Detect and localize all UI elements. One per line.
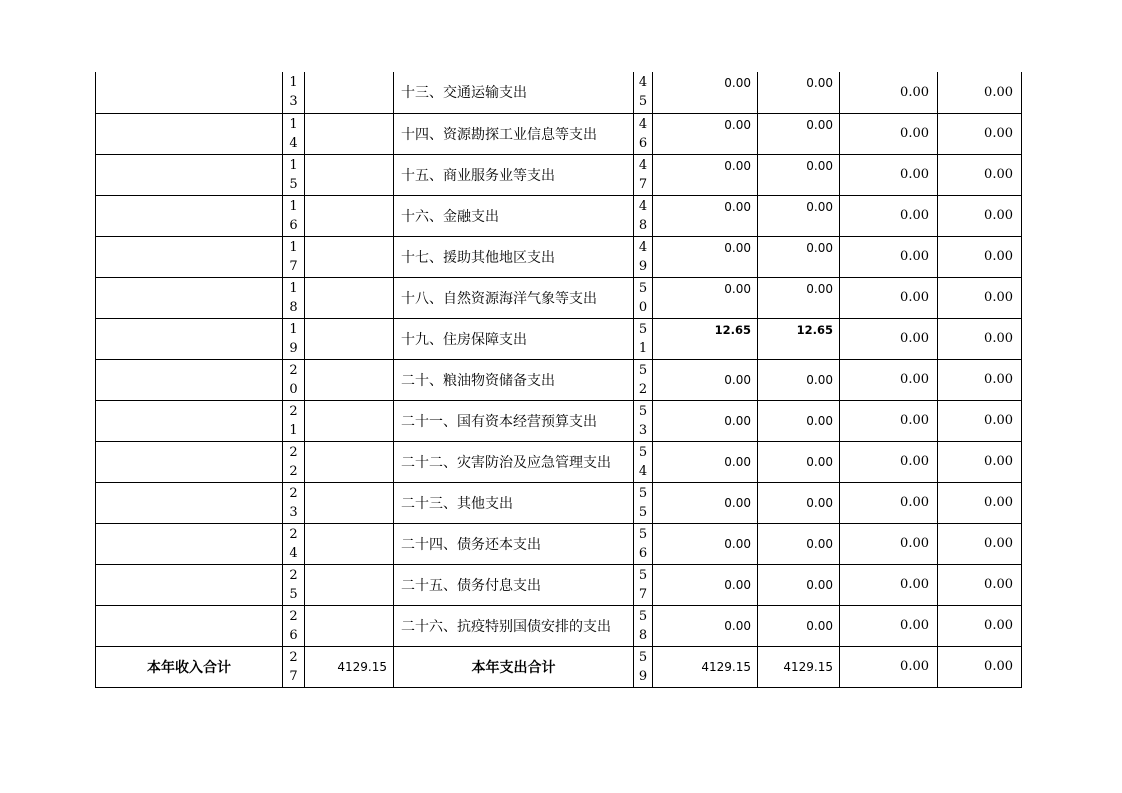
capital-budget-value: 0.00 (938, 523, 1022, 564)
income-amount-cell (305, 605, 394, 646)
line-digit: 0 (289, 381, 298, 397)
expense-line-number (634, 605, 653, 646)
income-line-number (283, 482, 305, 523)
income-amount-cell (305, 195, 394, 236)
line-digit: 5 (638, 362, 648, 378)
income-item-cell (96, 195, 283, 236)
income-line-number (283, 154, 305, 195)
income-total-value: 4129.15 (305, 646, 394, 687)
income-line-number (283, 359, 305, 400)
expense-item-label: 十九、住房保障支出 (394, 318, 634, 359)
income-amount-cell (305, 441, 394, 482)
income-item-cell (96, 482, 283, 523)
income-line-number (283, 72, 305, 113)
fund-budget-value: 0.00 (840, 113, 938, 154)
expense-item-label: 十三、交通运输支出 (394, 72, 634, 113)
line-digit: 8 (638, 627, 648, 643)
line-digit: 7 (289, 258, 298, 274)
line-digit: 2 (289, 444, 298, 460)
general-budget-value: 0.00 (758, 236, 840, 277)
capital-budget-value: 0.00 (938, 277, 1022, 318)
income-amount-cell (305, 236, 394, 277)
income-amount-cell (305, 482, 394, 523)
line-digit: 9 (638, 668, 648, 684)
line-digit: 2 (289, 649, 298, 665)
income-item-cell (96, 154, 283, 195)
line-digit: 5 (289, 176, 298, 192)
expense-item-label: 十五、商业服务业等支出 (394, 154, 634, 195)
expense-total-value: 0.00 (653, 441, 758, 482)
income-line-number (283, 113, 305, 154)
line-digit: 9 (289, 340, 298, 356)
capital-budget-value: 0.00 (938, 113, 1022, 154)
capital-budget-value: 0.00 (938, 441, 1022, 482)
table-body (96, 72, 1022, 687)
line-digit: 1 (289, 321, 298, 337)
income-line-number (283, 195, 305, 236)
income-item-cell (96, 318, 283, 359)
income-line-number (283, 523, 305, 564)
expense-line-number (634, 400, 653, 441)
line-digit: 1 (289, 157, 298, 173)
income-line-number (283, 564, 305, 605)
budget-table (95, 72, 1022, 688)
line-digit: 8 (638, 217, 648, 233)
income-line-number (283, 441, 305, 482)
expense-total-value: 0.00 (653, 154, 758, 195)
line-digit: 4 (638, 116, 648, 132)
table-row (96, 236, 1022, 277)
line-digit: 3 (289, 94, 298, 110)
line-digit: 4 (289, 135, 298, 151)
fund-budget-value: 0.00 (840, 318, 938, 359)
income-line-number (283, 236, 305, 277)
line-digit: 5 (638, 504, 648, 520)
income-item-cell (96, 400, 283, 441)
general-budget-value: 0.00 (758, 154, 840, 195)
table-row (96, 605, 1022, 646)
expense-line-number (634, 523, 653, 564)
expense-item-label: 十七、援助其他地区支出 (394, 236, 634, 277)
expense-total-value: 0.00 (653, 113, 758, 154)
general-budget-value: 12.65 (758, 318, 840, 359)
fund-budget-value: 0.00 (840, 400, 938, 441)
income-item-cell (96, 441, 283, 482)
expense-line-number (634, 72, 653, 113)
capital-budget-value: 0.00 (938, 195, 1022, 236)
line-digit: 5 (638, 403, 648, 419)
line-digit: 6 (289, 217, 298, 233)
expense-line-number (634, 359, 653, 400)
line-digit: 5 (638, 649, 648, 665)
line-digit: 2 (638, 381, 648, 397)
capital-budget-value: 0.00 (938, 236, 1022, 277)
expense-line-number (634, 277, 653, 318)
line-digit: 1 (289, 198, 298, 214)
income-total-label: 本年收入合计 (96, 646, 283, 687)
income-item-cell (96, 359, 283, 400)
income-item-cell (96, 277, 283, 318)
line-digit: 4 (289, 545, 298, 561)
capital-budget-value: 0.00 (938, 564, 1022, 605)
expense-total-value: 0.00 (653, 482, 758, 523)
expense-total-value: 0.00 (653, 236, 758, 277)
fund-budget-value: 0.00 (840, 441, 938, 482)
line-digit: 5 (638, 485, 648, 501)
income-amount-cell (305, 359, 394, 400)
line-digit: 5 (638, 526, 648, 542)
fund-budget-value: 0.00 (840, 482, 938, 523)
table-row (96, 277, 1022, 318)
capital-budget-value: 0.00 (938, 646, 1022, 687)
expense-total-value: 0.00 (653, 72, 758, 113)
income-amount-cell (305, 564, 394, 605)
line-digit: 2 (289, 362, 298, 378)
fund-budget-value: 0.00 (840, 359, 938, 400)
income-amount-cell (305, 154, 394, 195)
line-digit: 6 (638, 545, 648, 561)
expense-item-label: 十六、金融支出 (394, 195, 634, 236)
expense-line-number (634, 482, 653, 523)
capital-budget-value: 0.00 (938, 359, 1022, 400)
line-digit: 0 (638, 299, 648, 315)
expense-item-label: 二十五、债务付息支出 (394, 564, 634, 605)
line-digit: 6 (289, 627, 298, 643)
income-line-number (283, 318, 305, 359)
general-budget-value: 0.00 (758, 359, 840, 400)
expense-total-value: 0.00 (653, 277, 758, 318)
capital-budget-value: 0.00 (938, 400, 1022, 441)
capital-budget-value: 0.00 (938, 72, 1022, 113)
fund-budget-value: 0.00 (840, 277, 938, 318)
line-digit: 5 (638, 94, 648, 110)
income-amount-cell (305, 400, 394, 441)
line-digit: 1 (289, 116, 298, 132)
expense-total-value: 0.00 (653, 564, 758, 605)
income-line-number (283, 605, 305, 646)
line-digit: 3 (638, 422, 648, 438)
general-budget-value: 0.00 (758, 482, 840, 523)
income-amount-cell (305, 277, 394, 318)
general-budget-value: 0.00 (758, 113, 840, 154)
line-digit: 1 (289, 239, 298, 255)
capital-budget-value: 0.00 (938, 482, 1022, 523)
expense-line-number (634, 318, 653, 359)
line-digit: 2 (289, 567, 298, 583)
income-amount-cell (305, 72, 394, 113)
line-digit: 2 (289, 463, 298, 479)
table-row (96, 359, 1022, 400)
expense-item-label: 二十一、国有资本经营预算支出 (394, 400, 634, 441)
income-item-cell (96, 72, 283, 113)
expense-item-label: 二十三、其他支出 (394, 482, 634, 523)
line-digit: 2 (289, 526, 298, 542)
income-item-cell (96, 605, 283, 646)
general-budget-value: 0.00 (758, 400, 840, 441)
line-digit: 2 (289, 608, 298, 624)
line-digit: 4 (638, 239, 648, 255)
capital-budget-value: 0.00 (938, 154, 1022, 195)
table-row (96, 72, 1022, 113)
line-digit: 3 (289, 504, 298, 520)
line-digit: 5 (638, 444, 648, 460)
expense-item-label: 十四、资源勘探工业信息等支出 (394, 113, 634, 154)
fund-budget-value: 0.00 (840, 523, 938, 564)
income-amount-cell (305, 113, 394, 154)
line-digit: 8 (289, 299, 298, 315)
fund-budget-value: 0.00 (840, 72, 938, 113)
expense-line-number (634, 236, 653, 277)
line-digit: 5 (638, 608, 648, 624)
expense-total-value: 0.00 (653, 605, 758, 646)
line-digit: 5 (638, 567, 648, 583)
total-row (96, 646, 1022, 687)
line-digit: 7 (289, 668, 298, 684)
expense-total-value: 0.00 (653, 523, 758, 564)
fund-budget-value: 0.00 (840, 646, 938, 687)
line-digit: 1 (289, 75, 298, 91)
expense-total-value: 0.00 (653, 195, 758, 236)
income-amount-cell (305, 523, 394, 564)
fund-budget-value: 0.00 (840, 195, 938, 236)
line-digit: 5 (638, 280, 648, 296)
line-digit: 6 (638, 135, 648, 151)
table-row (96, 195, 1022, 236)
table-row (96, 318, 1022, 359)
general-budget-value: 0.00 (758, 564, 840, 605)
line-digit: 1 (289, 280, 298, 296)
line-digit: 4 (638, 157, 648, 173)
table-row (96, 113, 1022, 154)
income-amount-cell (305, 318, 394, 359)
table-row (96, 523, 1022, 564)
expense-total-value: 4129.15 (653, 646, 758, 687)
expense-line-number (634, 113, 653, 154)
expense-line-number (634, 564, 653, 605)
income-item-cell (96, 523, 283, 564)
fund-budget-value: 0.00 (840, 154, 938, 195)
line-digit: 4 (638, 463, 648, 479)
fund-budget-value: 0.00 (840, 605, 938, 646)
line-digit: 4 (638, 75, 648, 91)
table-row (96, 400, 1022, 441)
income-item-cell (96, 236, 283, 277)
line-digit: 2 (289, 403, 298, 419)
general-budget-value: 0.00 (758, 277, 840, 318)
line-digit: 1 (638, 340, 648, 356)
line-digit: 5 (638, 321, 648, 337)
general-budget-value: 0.00 (758, 441, 840, 482)
fund-budget-value: 0.00 (840, 564, 938, 605)
expense-line-number (634, 646, 653, 687)
line-digit: 5 (289, 586, 298, 602)
line-digit: 7 (638, 176, 648, 192)
expense-total-label: 本年支出合计 (394, 646, 634, 687)
income-item-cell (96, 113, 283, 154)
expense-total-value: 0.00 (653, 400, 758, 441)
capital-budget-value: 0.00 (938, 318, 1022, 359)
general-budget-value: 0.00 (758, 195, 840, 236)
income-line-number (283, 277, 305, 318)
table-row (96, 564, 1022, 605)
table-row (96, 154, 1022, 195)
line-digit: 4 (638, 198, 648, 214)
expense-item-label: 二十、粮油物资储备支出 (394, 359, 634, 400)
expense-line-number (634, 195, 653, 236)
line-digit: 1 (289, 422, 298, 438)
line-digit: 7 (638, 586, 648, 602)
income-line-number (283, 646, 305, 687)
capital-budget-value: 0.00 (938, 605, 1022, 646)
income-line-number (283, 400, 305, 441)
general-budget-value: 0.00 (758, 523, 840, 564)
expense-item-label: 二十六、抗疫特别国债安排的支出 (394, 605, 634, 646)
general-budget-value: 0.00 (758, 72, 840, 113)
line-digit: 9 (638, 258, 648, 274)
expense-total-value: 12.65 (653, 318, 758, 359)
expense-line-number (634, 154, 653, 195)
fund-budget-value: 0.00 (840, 236, 938, 277)
expense-item-label: 十八、自然资源海洋气象等支出 (394, 277, 634, 318)
expense-item-label: 二十四、债务还本支出 (394, 523, 634, 564)
table-row (96, 441, 1022, 482)
income-item-cell (96, 564, 283, 605)
general-budget-value: 0.00 (758, 605, 840, 646)
table-row (96, 482, 1022, 523)
general-budget-value: 4129.15 (758, 646, 840, 687)
expense-line-number (634, 441, 653, 482)
line-digit: 2 (289, 485, 298, 501)
expense-item-label: 二十二、灾害防治及应急管理支出 (394, 441, 634, 482)
expense-total-value: 0.00 (653, 359, 758, 400)
